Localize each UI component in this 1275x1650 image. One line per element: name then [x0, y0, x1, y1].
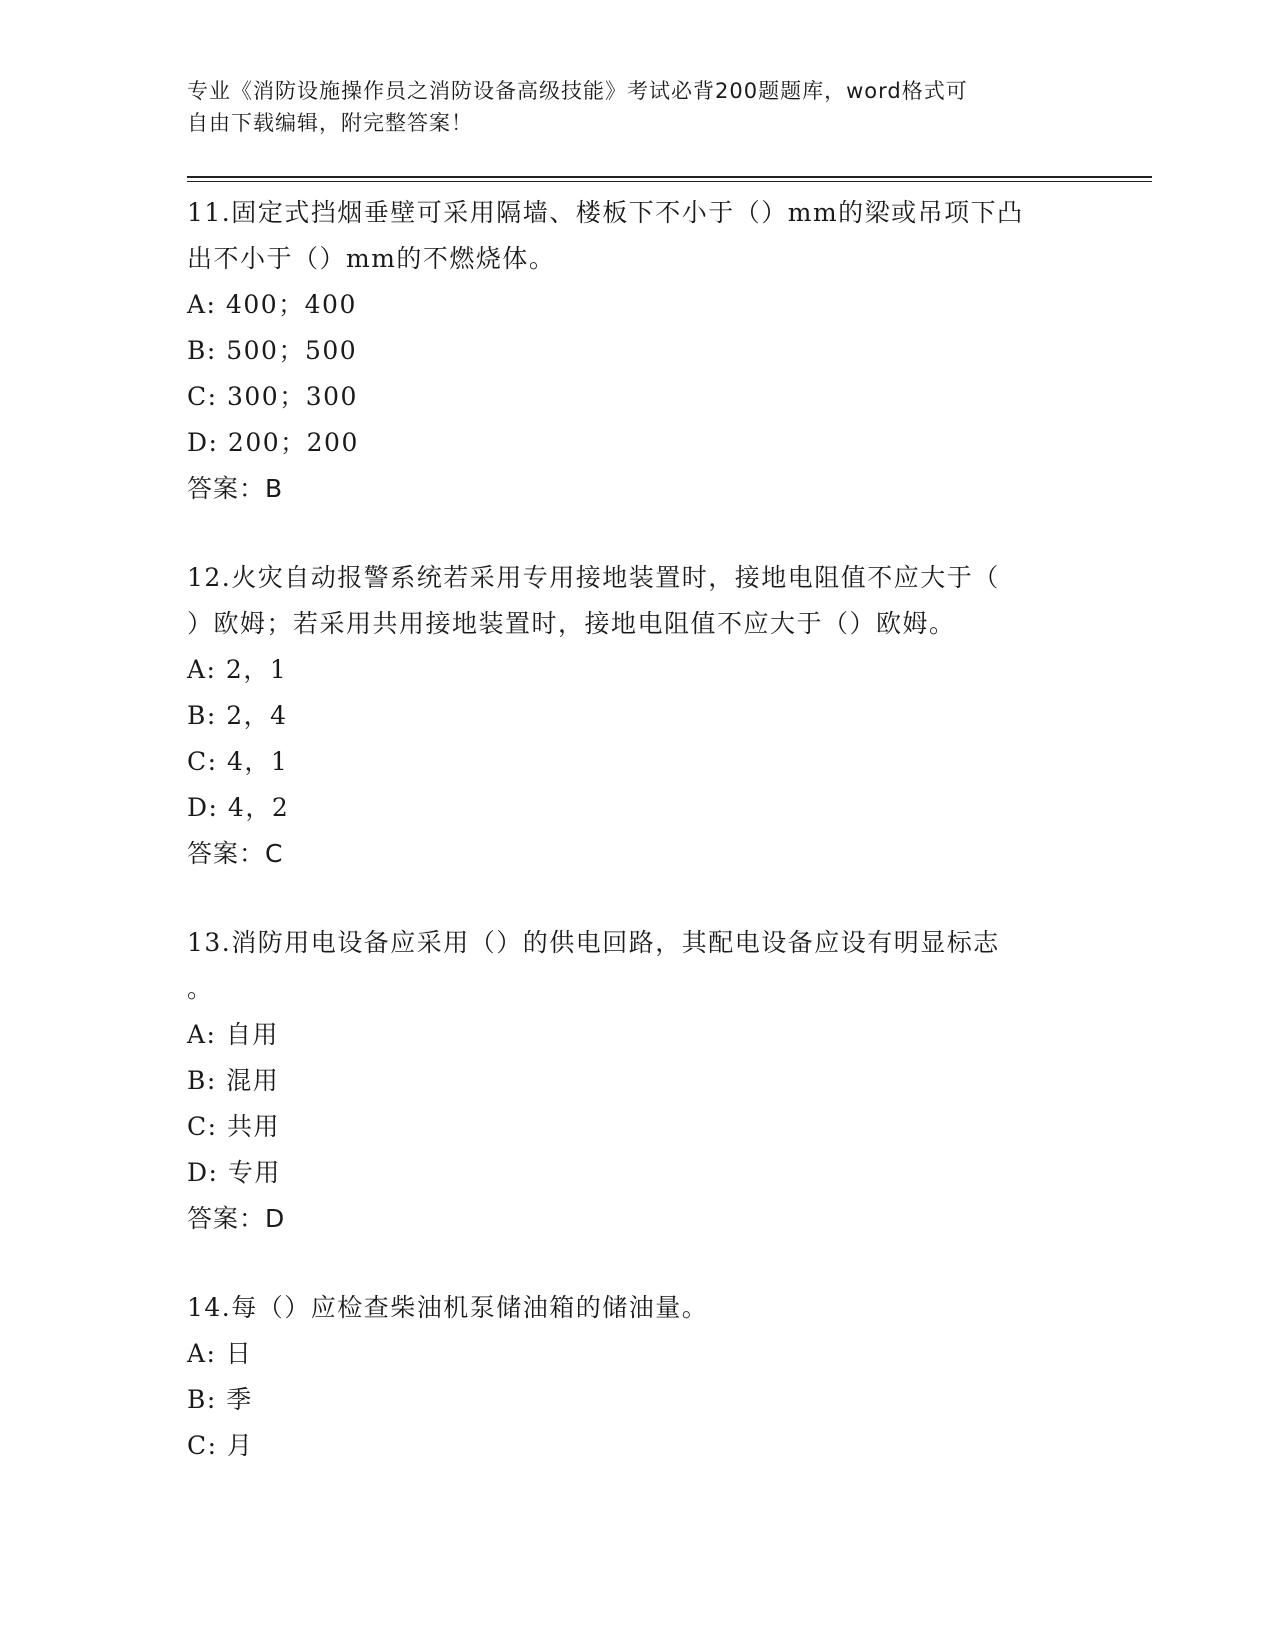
answer-line: 答案：D — [187, 1204, 286, 1233]
question-text-line: 出不小于（）mm的不燃烧体。 — [187, 244, 556, 273]
question-12 — [187, 555, 1087, 877]
question-text-line: 11.固定式挡烟垂壁可采用隔墙、楼板下不小于（）mm的梁或吊项下凸 — [187, 198, 1024, 227]
option-b: B: 混用 — [187, 1066, 280, 1095]
option-b: B: 2，4 — [187, 701, 288, 730]
option-b: B: 季 — [187, 1385, 253, 1414]
option-d: D: 200；200 — [187, 428, 359, 457]
option-c: C: 共用 — [187, 1112, 280, 1141]
header-line-1: 专业《消防设施操作员之消防设备高级技能》考试必背200题题库，word格式可 — [187, 79, 968, 103]
question-11 — [187, 190, 1087, 512]
question-14 — [187, 1285, 1087, 1469]
question-text-line: ）欧姆；若采用共用接地装置时，接地电阻值不应大于（）欧姆。 — [187, 609, 956, 638]
header-divider-thin — [187, 181, 1152, 182]
option-c: C: 月 — [187, 1431, 254, 1460]
question-text-line: 。 — [187, 974, 214, 1003]
answer-line: 答案：C — [187, 839, 284, 868]
question-text-line: 14.每（）应检查柴油机泵储油箱的储油量。 — [187, 1293, 709, 1322]
option-d: D: 4，2 — [187, 793, 290, 822]
option-a: A: 2，1 — [187, 655, 288, 684]
option-a: A: 400；400 — [187, 290, 357, 319]
question-13 — [187, 920, 1087, 1242]
question-text-line: 12.火灾自动报警系统若采用专用接地装置时，接地电阻值不应大于（ — [187, 563, 1000, 592]
option-c: C: 300；300 — [187, 382, 358, 411]
option-c: C: 4，1 — [187, 747, 289, 776]
option-a: A: 自用 — [187, 1020, 279, 1049]
question-list — [187, 190, 1087, 1512]
answer-line: 答案：B — [187, 474, 284, 503]
option-b: B: 500；500 — [187, 336, 358, 365]
option-a: A: 日 — [187, 1339, 253, 1368]
header-line-2: 自由下载编辑，附完整答案！ — [187, 111, 473, 135]
header-divider-thick — [187, 176, 1152, 178]
document-header — [187, 75, 1077, 139]
question-text-line: 13.消防用电设备应采用（）的供电回路，其配电设备应设有明显标志 — [187, 928, 1000, 957]
option-d: D: 专用 — [187, 1158, 281, 1187]
